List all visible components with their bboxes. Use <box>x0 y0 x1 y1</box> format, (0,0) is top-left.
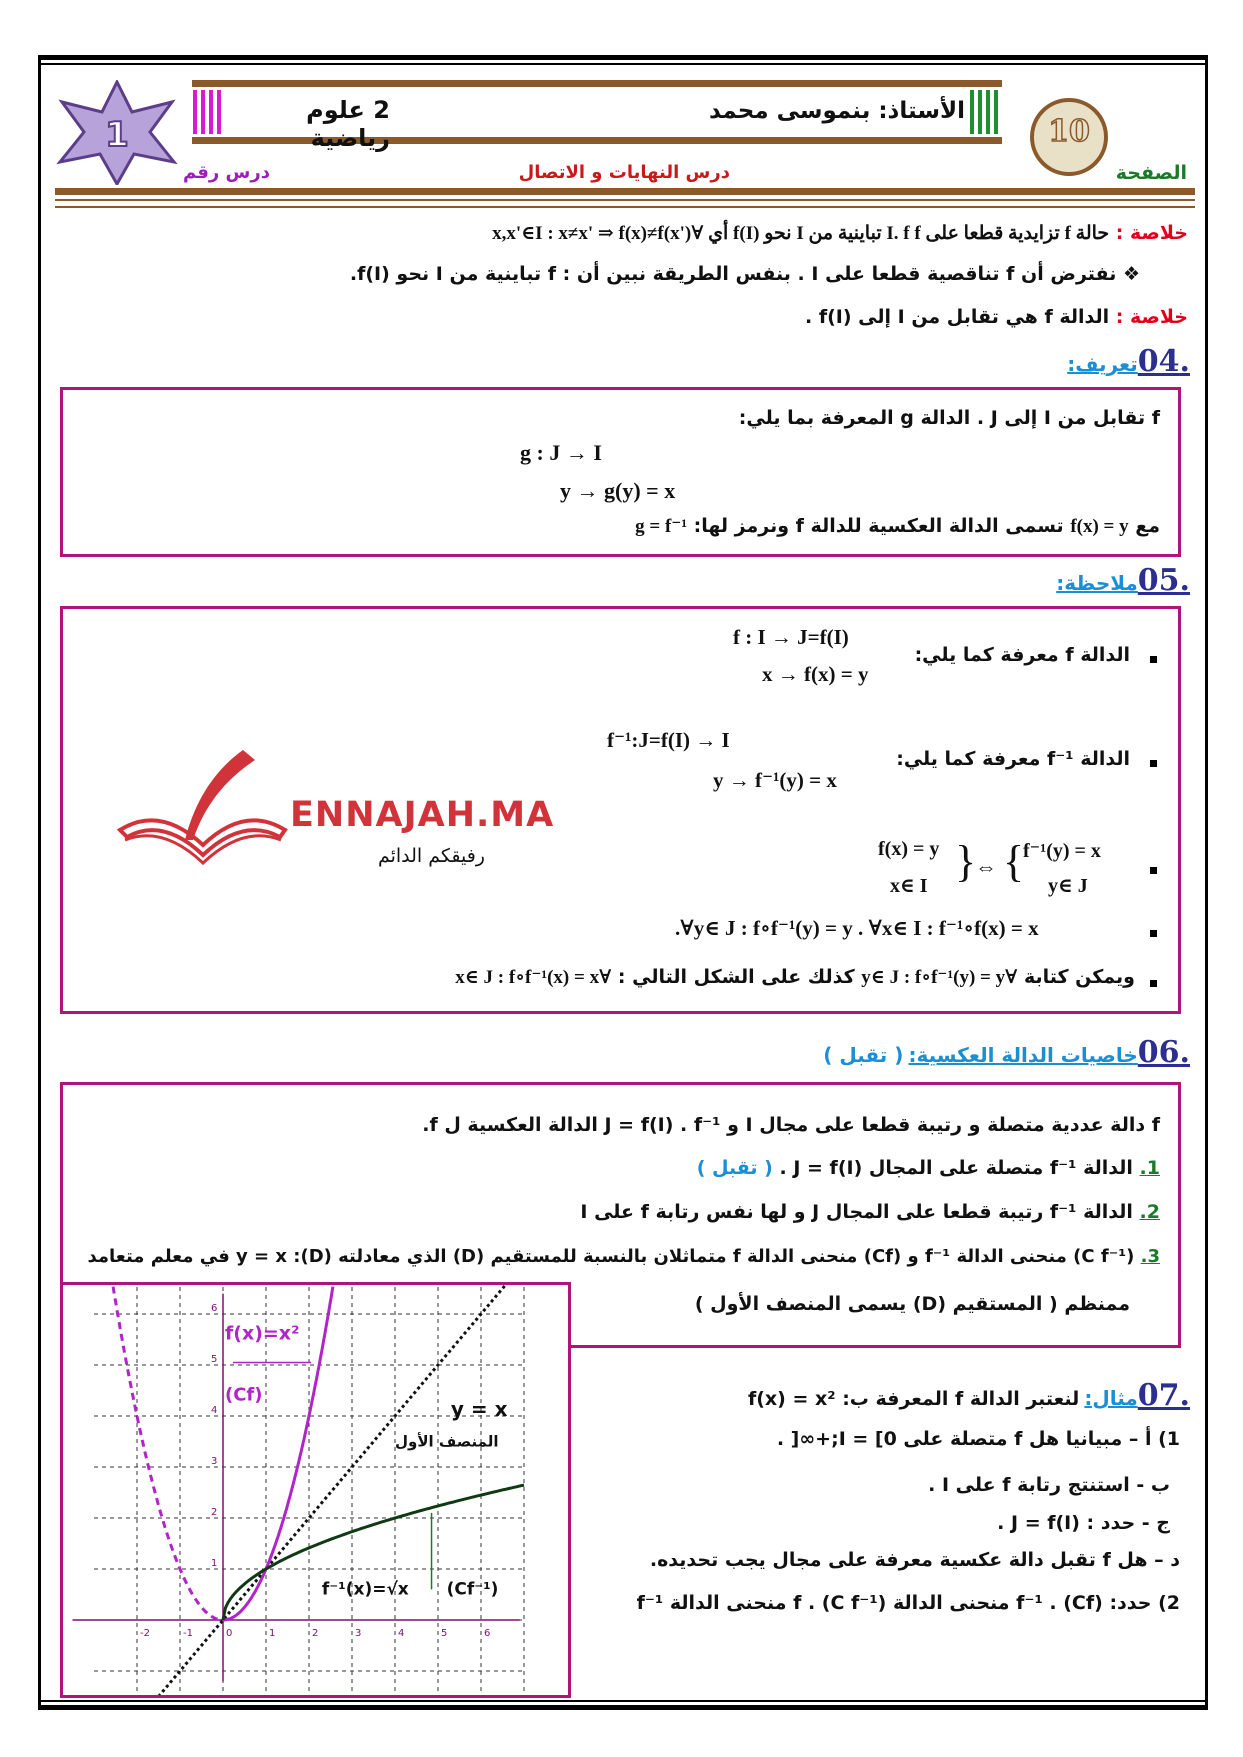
summary-line-2: ❖ نفترض أن f تناقصية قطعا على I . بنفس الطريقة نبين أن : f تباينية من I نحو f(I). <box>349 263 1140 285</box>
x-tick-label: 2 <box>312 1628 319 1639</box>
bottom-border-thin <box>38 1700 1208 1702</box>
sqrt-curve-label: (Cf⁻¹) <box>446 1579 499 1600</box>
x-tick-label: 6 <box>484 1628 491 1639</box>
section-06-heading: .06خاصيات الدالة العكسية: ( تقبل ) <box>823 1035 1190 1070</box>
y-tick-label: 5 <box>211 1354 218 1365</box>
x-tick-label: 1 <box>269 1628 276 1639</box>
y-tick-label: 1 <box>211 1558 218 1569</box>
parabola-dashed <box>113 1287 223 1620</box>
lesson-number-label: درس رقم <box>183 162 270 183</box>
bullet-3 <box>1150 867 1157 874</box>
sqrt-curve <box>223 1485 524 1620</box>
properties-intro: f دالة عددية متصلة و رتيبة قطعا على مجال I و J = f(I) . f⁻¹ الدالة العكسية ل f. <box>422 1114 1160 1136</box>
property-2: 2. الدالة f⁻¹ رتيبة قطعا على المجال J و لها نفس رتابة f على I <box>580 1201 1160 1223</box>
watermark-tagline: رفيقكم الدائم <box>377 845 485 867</box>
note-1-text: الدالة f معرفة كما يلي: <box>914 644 1130 666</box>
header-bar-low2 <box>55 199 1195 201</box>
diagonal-subtitle: المنصف الأول <box>395 1432 499 1451</box>
right-border <box>1205 55 1208 1710</box>
page-number: 10 <box>1048 114 1090 149</box>
star-badge-icon <box>52 80 182 185</box>
bullet-2 <box>1150 760 1157 767</box>
quill-book-logo-icon <box>115 745 295 875</box>
note-2-eq-2: y → f⁻¹(y) = x <box>713 768 837 792</box>
diagonal-label: y = x <box>450 1397 508 1421</box>
section-07-heading: .07مثال: لنعتبر الدالة f المعرفة ب: f(x) = x² <box>747 1378 1190 1413</box>
function-graph <box>63 1285 568 1695</box>
note-1-eq-2: x → f(x) = y <box>762 662 869 686</box>
watermark-brand: ENNAJAH.MA <box>290 795 555 835</box>
page-label: الصفحة <box>1115 162 1187 184</box>
example-q1: 1) أ – مبيانيا هل f متصلة على I = [0;+∞[ . <box>776 1428 1180 1450</box>
bullet-5 <box>1150 980 1157 987</box>
parabola-label: f(x)=x² <box>225 1322 300 1345</box>
parabola-curve-label: (Cf) <box>225 1384 263 1406</box>
x-tick-label: 4 <box>398 1628 405 1639</box>
x-tick-label: -1 <box>183 1628 193 1639</box>
note-3-right-2: y∈ J <box>1048 875 1088 897</box>
header-bar-top <box>192 80 1002 87</box>
note-2-eq-1: f⁻¹:J=f(I) → I <box>607 728 730 752</box>
y-tick-label: 2 <box>211 1507 218 1518</box>
definition-eq-2: y → g(y) = x <box>560 478 676 503</box>
definition-eq-1: g : J → I <box>520 440 602 465</box>
purple-stripes <box>193 90 223 134</box>
summary-line-1: خلاصة : حالة f تزايدية قطعا على I. f f تباينية من I نحو f(I) أي ∀x,x'∈I : x≠x' ⇒ f(x)≠f(x') <box>492 222 1188 244</box>
y-tick-label: 3 <box>211 1456 218 1467</box>
note-3-left-2: x∈ I <box>890 875 928 897</box>
note-1-eq-1: f : I → J=f(I) <box>733 625 849 649</box>
left-border <box>38 55 41 1710</box>
note-3-brace-1: } <box>955 837 977 886</box>
x-tick-label: 0 <box>226 1628 233 1639</box>
diagonal-line <box>159 1285 507 1695</box>
header-bar-low <box>55 188 1195 195</box>
definition-line-3: مع f(x) = y تسمى الدالة العكسية للدالة f ونرمز لها: g = f⁻¹ <box>635 515 1160 537</box>
x-tick-label: 3 <box>355 1628 362 1639</box>
note-3-left-1: f(x) = y <box>878 838 940 860</box>
x-tick-label: 5 <box>441 1628 448 1639</box>
note-3-right-1: f⁻¹(y) = x <box>1023 840 1101 862</box>
x-tick-label: -2 <box>140 1628 150 1639</box>
lesson-title: درس النهايات و الاتصال <box>518 162 730 183</box>
example-q1c: ج - حدد : J = f(I) . <box>997 1512 1170 1534</box>
top-border-thin <box>38 63 1208 65</box>
badge-number: 1 <box>105 115 129 155</box>
section-05-heading: .05ملاحظة: <box>1056 563 1190 598</box>
level-title: 2 علوم رياضية <box>306 96 390 152</box>
example-q1d: د – هل f تقبل دالة عكسية معرفة على مجال يجب تحديده. <box>649 1549 1180 1571</box>
section-04-heading: .04تعريف: <box>1067 344 1190 379</box>
header-bar-low3 <box>55 206 1195 208</box>
definition-line-1: f تقابل من I إلى J . الدالة g المعرفة بما يلي: <box>738 407 1160 429</box>
example-q2: 2) حدد: f⁻¹ . (Cf) منحنى الدالة f . (C f⁻¹) منحنى الدالة f⁻¹ <box>636 1592 1180 1614</box>
note-3-arrow: ⇔ <box>975 854 997 879</box>
y-tick-label: 4 <box>211 1405 218 1416</box>
property-3: 3. (C f⁻¹) منحنى الدالة f⁻¹ و (Cf) منحنى الدالة f متماثلان بالنسبة للمستقيم (D) الذي معادلته (D): y = x في معلم متعامد <box>87 1246 1160 1267</box>
summary-line-3: خلاصة : الدالة f هي تقابل من I إلى f(I) . <box>804 306 1188 328</box>
note-5: ويمكن كتابة ∀y∈ J : f∘f⁻¹(y) = y كذلك على الشكل التالي : ∀x∈ J : f∘f⁻¹(x) = x <box>455 966 1135 988</box>
note-4: .∀y∈ J : f∘f⁻¹(y) = y . ∀x∈ I : f⁻¹∘f(x) = x <box>675 916 1039 940</box>
teacher-name: الأستاذ: بنموسى محمد <box>709 98 965 124</box>
top-border-thick <box>38 55 1208 60</box>
note-3-brace-2: { <box>1003 837 1025 886</box>
example-q1b: ب - استنتج رتابة f على I . <box>928 1474 1170 1496</box>
property-1: 1. الدالة f⁻¹ متصلة على المجال J = f(I) . ( تقبل ) <box>696 1157 1160 1179</box>
bullet-1 <box>1150 656 1157 663</box>
y-tick-label: 6 <box>211 1303 218 1314</box>
green-stripes <box>970 90 998 134</box>
bottom-border-thick <box>38 1705 1208 1710</box>
note-2-text: الدالة f⁻¹ معرفة كما يلي: <box>896 748 1130 770</box>
bullet-4 <box>1150 930 1157 937</box>
property-3-cont: ممنظم ( المستقيم (D) يسمى المنصف الأول ) <box>694 1293 1130 1315</box>
sqrt-label: f⁻¹(x)=√x <box>321 1579 409 1600</box>
